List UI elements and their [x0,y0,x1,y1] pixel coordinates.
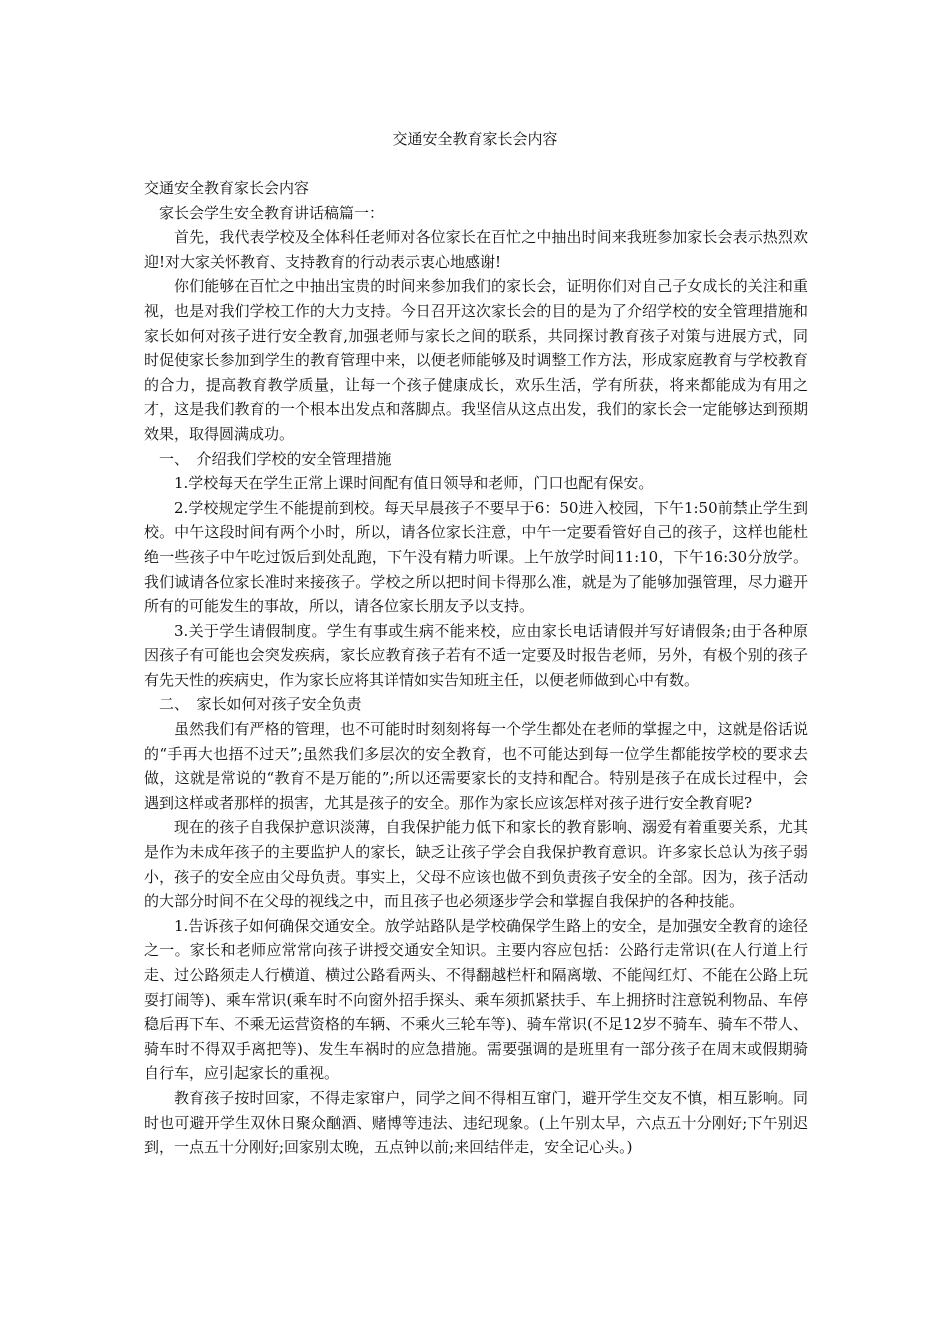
paragraph-item-2: 2.学校规定学生不能提前到校。每天早晨孩子不要早于6：50进入校园，下午1:50前禁止学生到校。中午这段时间有两个小时，所以，请各位家长注意，中午一定要看管好自己的孩子，这样也能杜绝一些孩子中午吃过饭后到处乱跑，下午没有精力听课。上午放学时间11:10，下午16:30分放学。我们诚请各位家长准时来接孩子。学校之所以把时间卡得那么准，就是为了能够加强管理，尽力避开所有的可能发生的事故，所以，请各位家长朋友予以支持。 [144,498,808,616]
paragraph-item-1: 1.学校每天在学生正常上课时间配有值日领导和老师，门口也配有保安。 [174,474,654,493]
paragraph-self-protection: 现在的孩子自我保护意识淡薄，自我保护能力低下和家长的教育影响、溺爱有着重要关系，尤其是作为未成年孩子的主要监护人的家长，缺乏让孩子学会自我保护教育意识。许多家长总认为孩子弱小，孩子的安全应由父母负责。事实上，父母不应该也做不到负责孩子安全的全部。因为，孩子活动的大部分时间不在父母的视线之中，而且孩子也必须逐步学会和掌握自我保护的各种技能。 [144,818,808,911]
paragraph-welcome: 首先，我代表学校及全体科任老师对各位家长在百忙之中抽出时间来我班参加家长会表示热烈欢迎!对大家关怀教育、支持教育的行动表示衷心地感谢! [144,228,808,271]
paragraph-item-3: 3.关于学生请假制度。学生有事或生病不能来校，应由家长电话请假并写好请假条;由于各种原因孩子有可能也会突发疾病，家长应教育孩子若有不适一定要及时报告老师，另外，有极个别的孩子有先天性的疾病史，作为家长应将其详情如实告知班主任，以便老师做到心中有数。 [144,621,808,689]
paragraph-section-label: 家长会学生安全教育讲话稿篇一： [159,203,385,222]
paragraph-management: 虽然我们有严格的管理，也不可能时时刻刻将每一个学生都处在老师的掌握之中，这就是俗话说的“手再大也捂不过天”;虽然我们多层次的安全教育，也不可能达到每一位学生都能按学校的要求去做，这就是常说的“教育不是万能的”;所以还需要家长的支持和配合。特别是孩子在成长过程中，会遇到这样或者那样的损害，尤其是孩子的安全。那作为家长应该怎样对孩子进行安全教育呢? [144,720,808,812]
paragraph-traffic-safety: 1.告诉孩子如何确保交通安全。放学站路队是学校确保学生路上的安全，是加强安全教育的途径之一。家长和老师应常常向孩子讲授交通安全知识。主要内容应包括：公路行走常识(在人行道上行走、过公路须走人行横道、横过公路看两头、不得翻越栏杆和隔离墩、不能闯红灯、不能在公路上玩耍打闹等)、乘车常识(乘车时不向窗外招手探头、乘车须抓紧扶手、车上拥挤时注意锐利物品、车停稳后再下车、不乘无运营资格的车辆、不乘火三轮车等)、骑车常识(不足12岁不骑车、骑车不带人、骑车时不得双手离把等)、发生车祸时的应急措施。需要强调的是班里有一部分孩子在周末或假期骑自行车，应引起家长的重视。 [144,916,808,1083]
paragraph-go-home: 教育孩子按时回家，不得走家窜户，同学之间不得相互窜门，避开学生交友不慎，相互影响。同时也可避开学生双休日聚众酗酒、赌博等违法、违纪现象。(上午别太早，六点五十分刚好;下午别迟到，一点五十分刚好;回家别太晚，五点钟以前;来回结伴走，安全记心头。) [144,1088,808,1157]
document-title: 交通安全教育家长会内容 [392,130,558,148]
paragraph-purpose: 你们能够在百忙之中抽出宝贵的时间来参加我们的家长会，证明你们对自己子女成长的关注和重视，也是对我们学校工作的大力支持。今日召开这次家长会的目的是为了介绍学校的安全管理措施和家长如何对孩子进行安全教育,加强老师与家长之间的联系，共同探讨教育孩子对策与进展方式，同时促使家长参加到学生的教育管理中来，以便老师能够及时调整工作方法，形成家庭教育与学校教育的合力，提高教育教学质量，让每一个孩子健康成长，欢乐生活，学有所获，将来都能成为有用之才，这是我们教育的一个根本出发点和落脚点。我坚信从这点出发，我们的家长会一定能够达到预期效果，取得圆满成功。 [144,277,808,443]
section-heading-1: 一、 介绍我们学校的安全管理措施 [159,449,392,468]
section-heading-2: 二、 家长如何对孩子安全负责 [159,695,362,714]
document-body [144,176,808,1160]
paragraph-subtitle: 交通安全教育家长会内容 [144,179,310,197]
